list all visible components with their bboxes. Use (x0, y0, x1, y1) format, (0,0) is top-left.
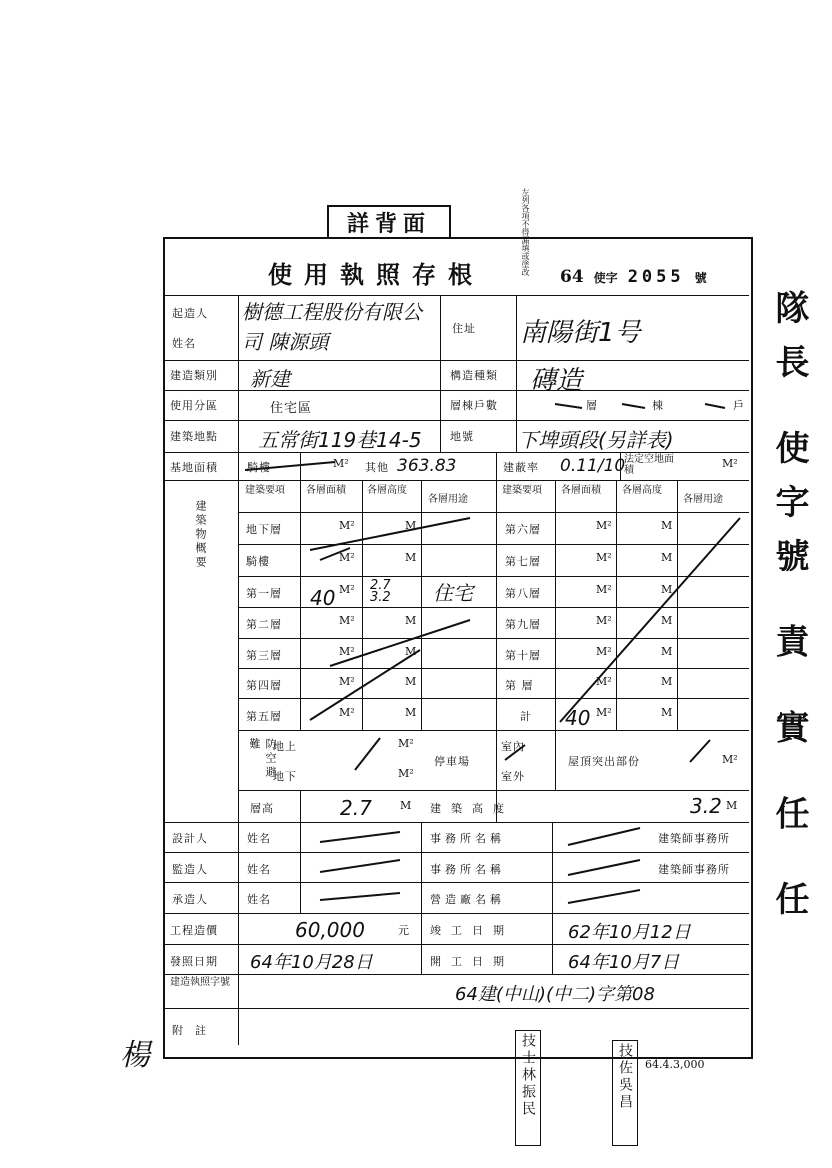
roof-label: 屋頂突出部份 (568, 755, 640, 768)
officer-stamp-1: 技士林振民 (515, 1030, 541, 1146)
unit-m: M (400, 799, 412, 812)
completion-value: 62年10月12日 (568, 922, 691, 943)
unit-m2: M² (596, 583, 612, 596)
unit-m2: M² (339, 614, 355, 627)
building-height-label: 建築高度 (430, 802, 514, 815)
officer-stamp-2: 技佐吳昌 (612, 1040, 638, 1146)
outdoor-label: 室外 (501, 770, 525, 783)
use-zone-label: 使用分區 (170, 399, 218, 412)
col-items: 建築要項 (502, 485, 542, 496)
unit-m2: M² (596, 675, 612, 688)
right-stamp-text: 隊長 使字號 責 實 任 任 (769, 290, 809, 936)
unit-m2: M² (596, 706, 612, 719)
col-use: 各層用途 (683, 494, 723, 505)
floor-n: 第 層 (505, 679, 534, 692)
form-title: 使用執照存根 (268, 260, 484, 289)
land-no-label: 地號 (450, 430, 474, 443)
floor-height-value: 2.7 (340, 796, 372, 820)
completion-label: 竣工日期 (430, 924, 514, 937)
floor-word: 層 (586, 399, 598, 412)
unit-m2: M² (339, 675, 355, 688)
floor-2: 第二層 (246, 618, 282, 631)
unit-m: M (661, 645, 673, 658)
above-label: 地上 (273, 740, 297, 753)
indoor-label: 室內 (501, 740, 525, 753)
col-items: 建築要項 (245, 485, 285, 496)
other-area-value: 363.83 (397, 456, 457, 476)
unit-m2: M² (333, 457, 349, 470)
floor-6: 第六層 (505, 523, 541, 536)
bldg-word: 棟 (652, 399, 664, 412)
floor-8: 第八層 (505, 587, 541, 600)
unit-word: 戶 (733, 399, 745, 412)
floor-height-label: 層高 (250, 802, 274, 815)
use-zone-value: 住宅區 (270, 401, 313, 416)
issue-date-label: 發照日期 (170, 955, 218, 968)
address-value: 南陽街1号 (520, 318, 641, 348)
name-label: 姓名 (247, 863, 271, 876)
unit-m: M (661, 706, 673, 719)
floor-10: 第十層 (505, 649, 541, 662)
unit-m: M (405, 551, 417, 564)
build-type-value: 新建 (250, 367, 290, 391)
parking-label: 停車場 (434, 755, 470, 768)
build-type-label: 建造類別 (170, 369, 218, 382)
unit-m: M (661, 551, 673, 564)
supervisor-label: 監造人 (172, 863, 208, 876)
architect-office-label: 建築師事務所 (658, 832, 730, 845)
first-floor-use: 住宅 (433, 581, 473, 605)
coverage-value: 0.11/10 (560, 456, 626, 476)
legal-area-label: 法定空地面積 (624, 454, 674, 476)
unit-m2: M² (596, 614, 612, 627)
unit-m2: M² (339, 551, 355, 564)
start-date-label: 開工日期 (430, 955, 514, 968)
contractor-label: 承造人 (172, 893, 208, 906)
land-no-value: 下埤頭段(另詳表) (518, 428, 674, 452)
header-note: 左列各項不得漏填或塗改 (521, 188, 530, 276)
col-height: 各層高度 (622, 485, 662, 496)
unit-m2: M² (722, 753, 738, 766)
name-label: 姓名 (172, 337, 196, 350)
unit-m2: M² (339, 706, 355, 719)
floor-5: 第五層 (246, 710, 282, 723)
floor-4: 第四層 (246, 679, 282, 692)
cost-label: 工程造價 (170, 924, 218, 937)
building-height-value: 3.2 (690, 794, 722, 818)
building-section-label: 建築物概要 (194, 500, 207, 570)
print-note: 64.4.3,000 (645, 1058, 705, 1071)
unit-m2: M² (596, 551, 612, 564)
unit-m2: M² (722, 457, 738, 470)
name-label: 姓名 (247, 832, 271, 845)
start-value: 64年10月7日 (568, 952, 680, 973)
structure-type-label: 構造種類 (450, 369, 498, 382)
unit-m: M (405, 614, 417, 627)
air-raid-label: 防空避難 (248, 738, 277, 780)
unit-m2: M² (398, 767, 414, 780)
floor-1: 第一層 (246, 587, 282, 600)
arcade-label: 騎樓 (247, 461, 271, 474)
col-area: 各層面積 (306, 485, 346, 496)
unit-m: M (405, 519, 417, 532)
yuan-label: 元 (398, 924, 410, 937)
unit-m: M (661, 583, 673, 596)
site-location-value: 五常街119巷14-5 (258, 428, 422, 452)
unit-m2: M² (339, 519, 355, 532)
name-label: 姓名 (247, 893, 271, 906)
col-use: 各層用途 (428, 494, 468, 505)
unit-m2: M² (398, 737, 414, 750)
total-area-value: 40 (565, 706, 591, 730)
architect-office-label: 建築師事務所 (658, 863, 730, 876)
unit-m2: M² (596, 645, 612, 658)
first-floor-height: 2.7 3.2 (370, 578, 391, 605)
unit-m: M (726, 799, 738, 812)
margin-mark: 楊 (120, 1038, 150, 1073)
unit-m: M (405, 706, 417, 719)
permit-no-label: 建造執照字號 (170, 977, 230, 988)
floor-7: 第七層 (505, 555, 541, 568)
unit-m: M (661, 675, 673, 688)
total-label: 計 (520, 710, 532, 723)
first-floor-area: 40 (310, 586, 336, 610)
unit-m: M (405, 645, 417, 658)
issue-value: 64年10月28日 (250, 952, 373, 973)
floor-9: 第九層 (505, 618, 541, 631)
coverage-label: 建蔽率 (503, 461, 539, 474)
cost-value: 60,000 (295, 918, 365, 942)
serial-number: 64 使字 2055 號 (560, 267, 707, 287)
remarks-label: 附註 (172, 1024, 218, 1037)
site-area-label: 基地面積 (170, 461, 218, 474)
office-name-label: 事務所名稱 (430, 863, 505, 876)
unit-m2: M² (339, 583, 355, 596)
floor-3: 第三層 (246, 649, 282, 662)
designer-label: 設計人 (172, 832, 208, 845)
address-label: 住址 (452, 322, 476, 335)
floor-arcade: 騎樓 (246, 555, 270, 568)
builder-label: 起造人 (172, 307, 208, 320)
floor-basement: 地下層 (246, 523, 282, 536)
structure-value: 磚造 (530, 366, 583, 396)
detail-back-stamp: 詳背面 (327, 205, 451, 239)
unit-m2: M² (596, 519, 612, 532)
permit-value: 64建(中山)(中二)字第08 (455, 984, 655, 1005)
unit-m: M (661, 519, 673, 532)
floors-units-label: 層棟戶數 (450, 399, 498, 412)
unit-m: M (661, 614, 673, 627)
unit-m2: M² (339, 645, 355, 658)
below-label: 地下 (273, 770, 297, 783)
firm-name-label: 營造廠名稱 (430, 893, 505, 906)
office-name-label: 事務所名稱 (430, 832, 505, 845)
site-location-label: 建築地點 (170, 430, 218, 443)
col-height: 各層高度 (367, 485, 407, 496)
col-area: 各層面積 (561, 485, 601, 496)
other-label: 其他 (365, 461, 389, 474)
unit-m: M (405, 675, 417, 688)
builder-name-value: 樹德工程股份有限公司 陳源頭 (242, 300, 422, 354)
